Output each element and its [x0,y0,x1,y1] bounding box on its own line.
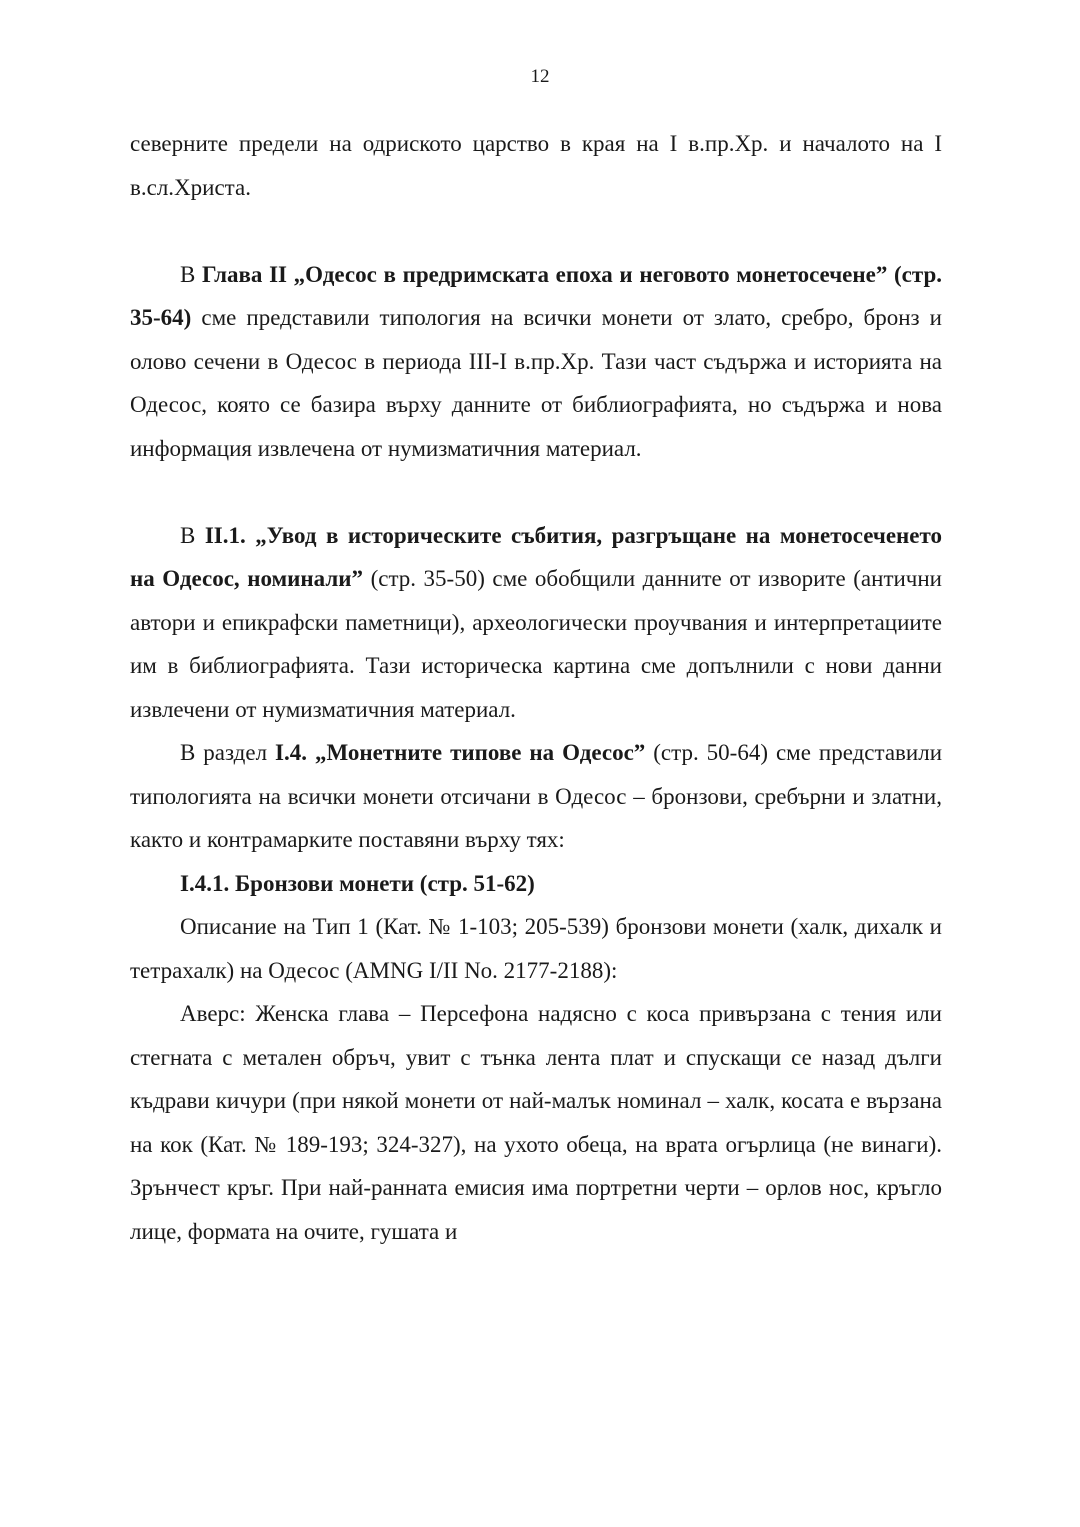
paragraph-continuation: северните предели на одриското царство в края на I в.пр.Хр. и началото на I в.сл.Христа. [130,131,942,200]
paragraph-lead: В раздел [180,740,276,765]
document-body [130,122,942,1253]
paragraph-section-ii-1 [130,514,942,732]
subsection-title: I.4.1. Бронзови монети (стр. 51-62) [180,870,535,896]
paragraph-text: сме представили типология на всички монети от злато, сребро, бронз и олово сечени в Одесос в периода III-I в.пр.Хр. Тази част съдържа и историята на Одесос, която се базира върху данните от библиографията, но съдържа и нова информация извлечена от нумизматичния материал. [130,305,942,461]
paragraph-lead: В [180,522,205,548]
paragraph-lead: В [180,261,203,287]
chapter-title: Глава II „Одесос в предримската епоха и неговото монетосечене” (стр. 35-64) [130,261,943,330]
subsection-heading [130,862,942,906]
paragraph-section-i-4 [130,731,942,862]
page-number: 12 [530,66,550,87]
paragraph-text: (стр. 50-64) сме представили типологията на всички монети отсичани в Одесос – бронзови, сребърни и златни, както и контрамарките поставяни върху тях: [130,740,943,852]
section-title: I.4. „Монетните типове на Одесос” [275,740,646,765]
section-title: II.1. „Увод в историческите събития, разгръщане на монетосеченето на Одесос, номинали” [130,522,943,591]
paragraph-type-description: Описание на Тип 1 (Кат. № 1-103; 205-539) бронзови монети (халк, дихалк и тетрахалк) на Одесос (AMNG I/II No. 2177-2188): [130,914,942,983]
paragraph-obverse: Аверс: Женска глава – Персефона надясно с коса привързана с тения или стегната с метален обръч, увит с тънка лента плат и спускащи се назад дълги къдрави кичури (при някой монети от най-малък номинал – халк, косата е вързана на кок (Кат. № 189-193; 324-327), на ухото обеца, на врата огърлица (не винаги). Зрънчест кръг. При най-ранната емисия има портретни черти – орлов нос, кръгло лице, формата на очите, гушата и [130,1001,942,1244]
paragraph-chapter-ii [130,253,942,471]
paragraph-text: (стр. 35-50) сме обобщили данните от изворите (антични автори и епикрафски паметници), археологически проучвания и интерпретациите им в библиографията. Тази историческа картина сме допълнили с нови данни извлечени от нумизматичния материал. [130,566,942,722]
